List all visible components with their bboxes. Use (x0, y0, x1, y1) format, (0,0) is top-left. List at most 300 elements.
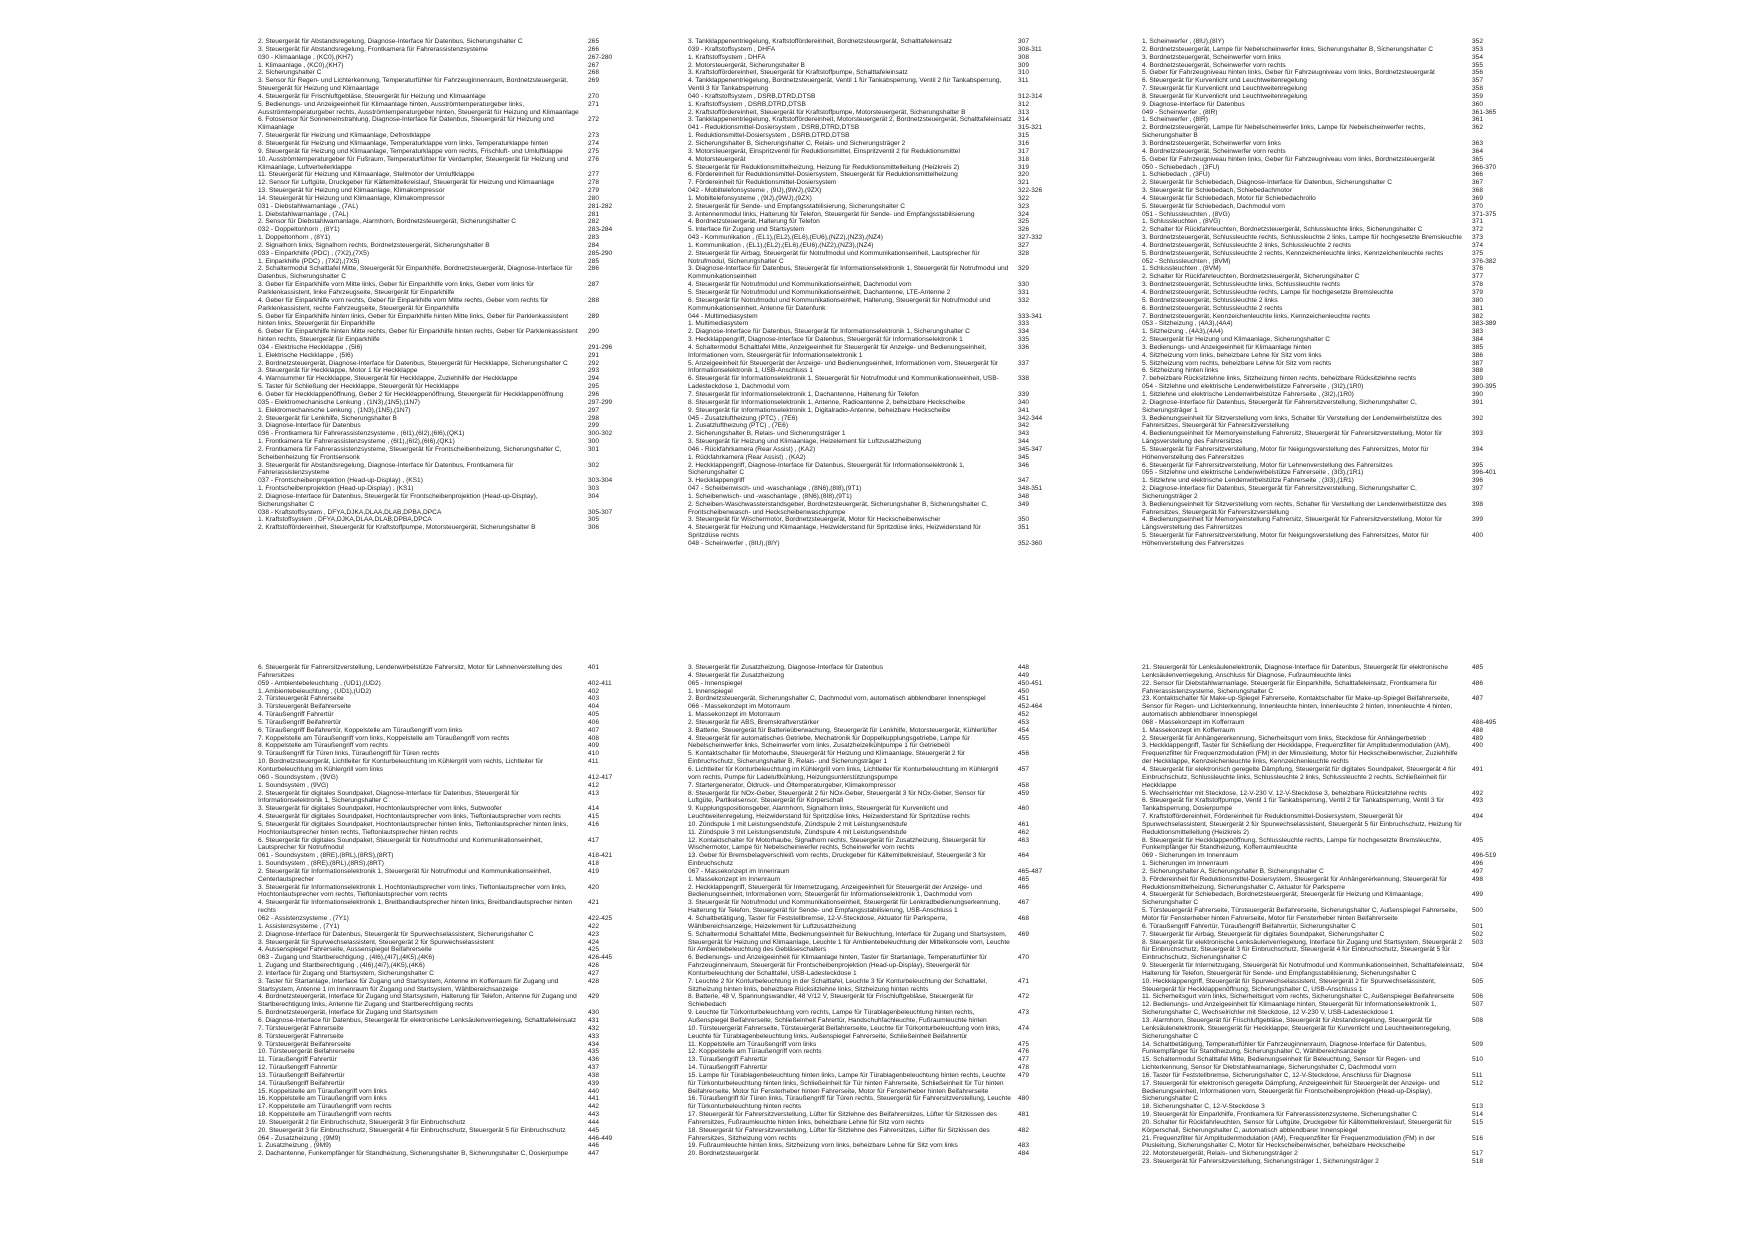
toc-entry-title: 6. Steuergerät für digitales Soundpaket, Steuergerät für Notrufmodul und Kommunikationseinheit, Lautsprecher für Notrufmodul (258, 836, 543, 852)
toc-entry-page: 291-296 (588, 343, 613, 351)
toc-entry-page: 328 (1018, 249, 1030, 257)
toc-entry-page: 419 (588, 867, 600, 875)
toc-entry-title: 2. Steuergerät für Informationselektronik 1, Steuergerät für Notrufmodul und Kommunikationseinheit, Centerlautsprecher (258, 867, 552, 883)
toc-entry-title: 2. Türsteuergerät Fahrerseite (258, 695, 344, 703)
toc-entry-page: 371 (1472, 218, 1484, 226)
toc-entry (258, 148, 642, 156)
toc-entry (258, 711, 642, 719)
toc-entry-title: 2. Motorsteuergerät, Sicherungshalter B (688, 61, 805, 69)
toc-entry (258, 1150, 642, 1158)
toc-entry (258, 664, 642, 680)
toc-entry-page: 485 (1472, 664, 1484, 671)
toc-entry-title: 9. Steuergerät für Heizung und Klimaanlage, Temperaturklappe vorn rechts, Frischluft- und Umluftklappe (258, 147, 563, 155)
toc-entry (258, 352, 642, 360)
toc-entry-page: 430 (588, 1009, 600, 1017)
toc-entry (688, 46, 1072, 54)
toc-entry-title: 2. Steuergerät für Airbag, Steuergerät für Notrufmodul und Kommunikationseinheit, Lautsprecher für Notrufmodul, Sicherungshalter C (688, 249, 980, 265)
toc-entry-page: 507 (1472, 1001, 1484, 1009)
toc-entry-title: 042 - Mobiltelefonsysteme , (9IJ),(9WJ),(9ZX) (688, 187, 822, 195)
toc-entry (1142, 923, 1526, 931)
toc-entry-page: 373 (1472, 234, 1484, 242)
toc-entry (688, 454, 1072, 462)
toc-entry-title: 6. Steuergerät für Fahrersitzverstellung, Lendenwirbelstütze Fahrersitz, Motor für Lehnenverstellung des Fahrersitzes (258, 664, 563, 679)
toc-entry-title: 10. Heckklappengriff, Steuergerät für Spurwechselassistent, Steuergerät 2 für Spurwechselassistent, Steuergerät für Heckklappenöffnung, Sicherungshalter C, USB-Anschluss 1 (1142, 977, 1436, 993)
toc-entry-title: 4. Steuergerät für automatisches Getriebe, Mechatronik für Doppelkupplungsgetriebe, Lampe für Nebelscheinwerfer links, Scheinwerfer vorn links, Zusatzheizelkühlpumpe 1 für Getriebeöl (688, 734, 970, 750)
toc-entry-title: 5. Türsteuergerät Fahrerseite, Türsteuergerät Beifahrerseite, Sicherungshalter C, Außenspiegel Fahrerseite, Motor für Fensterheber hinten Fahrerseite, Motor für Fensterheber hinten Beifahrerseite (1142, 907, 1458, 922)
toc-entry-title: 048 - Scheinwerfer , (8IU),(8IY) (688, 540, 780, 547)
toc-entry-title: 18. Steuergerät für Fahrersitzverstellung, Lüfter für Sitzlehne des Fahrersitzes, Lüfter für Sitzkissen des Fahrersitzes, Sitzheizung vorn rechts (688, 1126, 990, 1142)
toc-entry-page: 491 (1472, 765, 1484, 773)
toc-entry-title: 13. Geber für Bremsbelagverschleiß vorn rechts, Druckgeber für Kältemittelkreislauf, Steuergerät 3 für Einbruchschutz (688, 852, 986, 868)
toc-entry (1142, 1158, 1526, 1166)
toc-entry-title: 3. Tankklappenentriegelung, Kraftstoffördereinheit, Motorsteuergerät 2, Bordnetzsteuergerät, Schalttafeleinsatz (688, 116, 1012, 124)
toc-entry-title: 2. Steuergerät für Sende- und Empfangsstabilisierung, Sicherungshalter C (688, 202, 905, 210)
toc-entry (1142, 116, 1526, 124)
toc-entry-page: 355 (1472, 61, 1484, 69)
toc-entry-title: 044 - Multimediasystem (688, 312, 758, 320)
toc-entry (1142, 860, 1526, 868)
toc-entry (1142, 766, 1526, 790)
toc-entry-page: 482 (1018, 1126, 1030, 1134)
toc-entry-page: 268 (588, 69, 600, 77)
toc-entry-title: 10. Türsteuergerät Fahrerseite, Türsteuergerät Beifahrerseite, Leuchte für Türkonturbeleuchtung vorn links, Leuchte für Türablagenbeleuchtung links, Außenspiegel Fahrerseite, Schließeinheit Beifahrertür (688, 1024, 1001, 1040)
toc-entry (258, 1088, 642, 1096)
toc-entry-page: 332 (1018, 296, 1030, 304)
toc-entry-page: 412 (588, 781, 600, 789)
toc-entry-page: 297 (588, 406, 600, 414)
toc-entry (258, 328, 642, 344)
toc-entry-title: 12. Türaußengriff Fahrertür (258, 1064, 338, 1072)
toc-entry-title: 035 - Elektromechanische Lenkung , (1N3),(1N5),(1N7) (258, 398, 420, 406)
toc-entry (258, 415, 642, 423)
toc-entry (258, 703, 642, 711)
toc-entry-page: 337 (1018, 359, 1030, 367)
toc-entry-title: 8. Steuergerät für Informationselektronik 1, Antenne, Radioantenne 2, beheizbare Heckscheibe (688, 398, 966, 406)
toc-entry (688, 711, 1072, 719)
toc-entry (258, 407, 642, 415)
toc-entry-title: 8. Steuergerät für Heckklappenöffnung, Schlussleuchte rechts, Lampe für hochgesetzte Bremsleuchte, Funkempfänger für Standheizung, Kofferraumleuchte (1142, 836, 1442, 852)
toc-entry (688, 1142, 1072, 1150)
toc-entry-title: 6. Steuergerät für Kraftstoffpumpe, Ventil 1 für Tankabsperrung, Ventil 2 für Tankabsperrung, Ventil 3 für Tankabsperrung, Dosierpumpe (1142, 797, 1445, 813)
toc-entry-title: 6. Bordnetzsteuergerät, Schlussleuchte 2 rechts (1142, 304, 1283, 312)
toc-entry-title: 9. Kupplungspositionsgeber, Alarmhorn, Signalhorn links, Steuergerät für Kurvenlicht und Leuchtweitenregelung, Heizwiderstand für Spritzdüse links, Heizwiderstand für Spritzdüse rechts (688, 805, 970, 821)
toc-entry-page: 329 (1018, 265, 1030, 273)
toc-entry (258, 516, 642, 524)
toc-entry (688, 93, 1072, 101)
toc-entry (688, 164, 1072, 172)
toc-entry (1142, 352, 1526, 360)
toc-entry (258, 805, 642, 813)
toc-entry-page: 358 (1472, 85, 1484, 93)
toc-entry (258, 735, 642, 743)
toc-entry-page: 411 (588, 758, 599, 766)
toc-entry-title: 2. Steuergerät für digitales Soundpaket, Diagnose-Interface für Datenbus, Steuergerät für Informationselektronik 1, Sicherungshalter C (258, 789, 519, 805)
toc-entry (1142, 148, 1526, 156)
toc-entry (1142, 813, 1526, 837)
toc-entry (688, 399, 1072, 407)
toc-entry-page: 460 (1018, 805, 1030, 813)
toc-entry-title: 041 - Reduktionsmittel-Dosiersystem , DSRB,DTRD,DTSB (688, 124, 860, 132)
toc-entry-title: 038 - Kraftstoffsystem , DFYA,DJKA,DLAA,DLAB,DPBA,DPCA (258, 508, 442, 516)
toc-entry (1142, 305, 1526, 313)
toc-entry-title: 15. Koppelstelle am Türaußengriff vorn links (258, 1087, 387, 1095)
toc-entry (688, 688, 1072, 696)
toc-entry-page: 462 (1018, 828, 1030, 836)
toc-entry (258, 1142, 642, 1150)
toc-entry-page: 446 (588, 1142, 600, 1150)
toc-entry-page: 502 (1472, 930, 1484, 938)
toc-entry (258, 242, 642, 250)
toc-entry-title: 6. Geber für Einparkhilfe hinten Mitte rechts, Geber für Einparkhilfe hinten rechts, Geber für Parklenkassistent hinten rechts, Steuergerät für Einparkhilfe (258, 328, 578, 344)
toc-entry (688, 446, 1072, 454)
toc-entry-title: 6. Sitzheizung hinten links (1142, 367, 1219, 375)
toc-entry-title: 2. Steuergerät für Schiebedach, Diagnose-Interface für Datenbus, Sicherungshalter C (1142, 179, 1392, 187)
toc-entry (1142, 344, 1526, 352)
toc-entry-page: 361 (1472, 116, 1484, 124)
toc-entry-title: 6. Steuergerät für Notrufmodul und Kommunikationseinheit, Halterung, Steuergerät für Notrufmodul und Kommunikationseinheit, Antenne für Datenfunk (688, 296, 991, 312)
toc-entry-title: 13. Steuergerät für Heizung und Klimaanlage, Klimakompressor (258, 187, 445, 195)
toc-entry-page: 498 (1472, 875, 1484, 883)
toc-entry (688, 101, 1072, 109)
toc-entry-page: 506 (1472, 993, 1484, 1001)
toc-entry-title: 5. Bordnetzsteuergerät, Schlussleuchte 2 links (1142, 296, 1278, 304)
toc-entry-title: 046 - Rückfahrkamera (Rear Assist) , (KA2) (688, 445, 816, 453)
toc-entry-title: 7. Bordnetzsteuergerät, Kennzeichenleuchte links, Kennzeichenleuchte rechts (1142, 312, 1370, 320)
toc-entry (1142, 868, 1526, 876)
toc-entry (258, 54, 642, 62)
toc-entry (1142, 446, 1526, 462)
toc-entry-title: 3. Steuergerät für Spurwechselassistent, Steuergerät 2 für Spurwechselassistent (258, 938, 494, 946)
toc-entry-title: 2. Bordnetzsteuergerät, Diagnose-Interface für Datenbus, Steuergerät für Heckklappe, Sicherungshalter C (258, 359, 568, 367)
toc-entry (1142, 742, 1526, 766)
toc-entry-page: 476 (1018, 1048, 1030, 1056)
toc-entry-page: 308-311 (1018, 45, 1042, 53)
toc-entry (258, 1056, 642, 1064)
toc-entry-title: 5. Wechselrichter mit Steckdose, 12-V-230 V, 12-V-Steckdose 3, beheizbare Rücksitzlehne rechts (1142, 789, 1427, 797)
toc-entry-title: 1. Assistenzsysteme , (7Y1) (258, 922, 340, 930)
toc-entry-title: 4. Steuergerät für Notrufmodul und Kommunikationseinheit, Dachmodul vorn (688, 281, 912, 289)
toc-entry-page: 503 (1472, 938, 1484, 946)
toc-entry (1142, 415, 1526, 431)
toc-entry-title: 5. Sitzheizung vorn rechts, beheizbare Lehne für Sitz vorn rechts (1142, 359, 1332, 367)
toc-entry-title: 1. Reduktionsmittel-Dosiersystem , DSRB,DTRD,DTSB (688, 132, 850, 140)
toc-entry-page: 281 (588, 210, 600, 218)
toc-entry-page: 426 (588, 962, 600, 970)
toc-entry-title: 3. Türsteuergerät Beifahrerseite (258, 703, 351, 711)
toc-entry-title: 1. Massekonzept im Innenraum (688, 875, 780, 883)
toc-entry (688, 171, 1072, 179)
toc-entry-title: 7. Steuergerät für Heizung und Klimaanlage, Defrostklappe (258, 132, 431, 140)
toc-entry-page: 333 (1018, 320, 1030, 328)
toc-entry (688, 884, 1072, 900)
toc-entry-title: 8. Türsteuergerät Fahrerseite (258, 1032, 344, 1040)
toc-entry-page: 450-451 (1018, 679, 1043, 687)
toc-entry-title: 1. Zusatzheizung , (9M9) (258, 1142, 331, 1150)
toc-entry-page: 477 (1018, 1056, 1030, 1064)
toc-entry-page: 488-495 (1472, 718, 1497, 726)
toc-entry (1142, 226, 1526, 234)
toc-entry-page: 368 (1472, 187, 1484, 195)
toc-entry (688, 69, 1072, 77)
toc-entry-page: 342-344 (1018, 414, 1043, 422)
toc-entry-page: 496 (1472, 860, 1484, 868)
toc-entry (258, 462, 642, 478)
toc-entry-title: 1. Frontkamera für Fahrerassistenzsysteme , (6I1),(6I2),(6I6),(QK1) (258, 438, 455, 446)
toc-entry-page: 511 (1472, 1071, 1483, 1079)
toc-entry-title: 039 - Kraftstoffsystem , DHFA (688, 45, 776, 53)
toc-entry-page: 298 (588, 414, 600, 422)
toc-entry (688, 430, 1072, 438)
toc-entry-page: 435 (588, 1048, 600, 1056)
toc-entry-page: 404 (588, 703, 600, 711)
toc-entry-title: 2. Dachantenne, Funkempfänger für Standheizung, Sicherungshalter B, Sicherungshalter C, Dosierpumpe (258, 1150, 569, 1158)
toc-entry (258, 884, 642, 900)
toc-entry-title: 20. Steuergerät 3 für Einbruchschutz, Steuergerät 4 für Einbruchschutz, Steuergerät 5 für Einbruchschutz (258, 1126, 566, 1134)
toc-entry (258, 790, 642, 806)
toc-entry-title: 3. Bedienungseinheit für Sitzverstellung vorn links, Schalter für Verstellung der Lendenwirbelstütze des Fahrersitzes, Steuergerät für Fahrersitzverstellung (1142, 414, 1442, 430)
toc-entry-page: 350 (1018, 516, 1030, 524)
toc-entry (1142, 38, 1526, 46)
toc-entry (688, 462, 1072, 478)
toc-entry-page: 325 (1018, 218, 1030, 226)
toc-entry (688, 978, 1072, 994)
toc-entry (688, 407, 1072, 415)
toc-entry (1142, 218, 1526, 226)
toc-entry-page: 486 (1472, 679, 1484, 687)
toc-entry-title: 047 - Scheibenwisch- und -waschanlage , (8N6),(8I8),(9T1) (688, 485, 862, 493)
toc-entry-page: 478 (1018, 1064, 1030, 1072)
toc-entry-page: 265 (588, 38, 600, 45)
toc-entry-page: 313 (1018, 108, 1030, 116)
toc-entry (688, 116, 1072, 124)
toc-entry-title: 8. Steuergerät für NOx-Geber, Steuergerät 2 für NOx-Geber, Steuergerät 3 für NOx-Geber, Sensor für Luftgüte, Partikelsensor, Steuergerät für Körperschall (688, 789, 986, 805)
toc-entry-title: 1. Zugang und Startberechtigung , (4I6),(4I7),(4K5),(4K6) (258, 962, 425, 970)
toc-entry-title: 3. Bedienungseinheit für Sitzverstellung vorn rechts, Schalter für Verstellung der Lendenwirbelstütze des Fahrersitzes, Steuergerät für Fahrersitzverstellung (1142, 500, 1447, 516)
toc-entry (258, 446, 642, 462)
toc-entry (688, 281, 1072, 289)
toc-entry (258, 477, 642, 485)
toc-entry (688, 109, 1072, 117)
toc-entry-title: 2. Sicherungshalter A, Sicherungshalter B, Sicherungshalter C (1142, 867, 1324, 875)
toc-entry-page: 389 (1472, 375, 1484, 383)
toc-entry (1142, 790, 1526, 798)
toc-entry-title: 2. Bordnetzsteuergerät, Lampe für Nebelscheinwerfer links, Lampe für Nebelscheinwerfer rechts, Sicherungshalter B (1142, 124, 1426, 140)
toc-entry (258, 774, 642, 782)
toc-entry-title: 12. Sensor für Luftgüte, Druckgeber für Kältemittelkreislauf, Steuergerät für Heizung und Klimaanlage (258, 179, 555, 187)
toc-entry (688, 695, 1072, 703)
toc-entry (1142, 85, 1526, 93)
toc-entry-title: 1. Klimaanlage , (KC0),(KH7) (258, 61, 344, 69)
toc-entry (258, 962, 642, 970)
toc-entry-page: 407 (588, 726, 600, 734)
toc-entry (1142, 77, 1526, 85)
toc-entry-page: 480 (1018, 1095, 1030, 1103)
toc-entry (688, 1025, 1072, 1041)
toc-entry (258, 211, 642, 219)
toc-entry-page: 496-519 (1472, 852, 1497, 860)
toc-entry-title: 9. Diagnose-Interface für Datenbus (1142, 100, 1245, 108)
toc-entry-page: 366-370 (1472, 163, 1497, 171)
toc-entry-title: 1. Kommunikation , (EL1),(EL2),(EL6),(EU6),(NZ2),(NZ3),(NZ4) (688, 241, 874, 249)
toc-entry (688, 132, 1072, 140)
toc-entry-page: 495 (1472, 836, 1484, 844)
toc-entry (258, 156, 642, 172)
toc-entry (258, 422, 642, 430)
toc-entry-page: 466 (1018, 883, 1030, 891)
toc-entry (688, 719, 1072, 727)
toc-entry-page: 287 (588, 281, 600, 289)
toc-entry-title: 8. Steuergerät für elektronische Lenksäulenverriegelung, Interface für Zugang und Startsystem, Steuergerät 2 für Einbruchschutz, Steuergerät 3 für Einbruchschutz, Steuergerät 4 für Einbruchschutz, Steuergerät 5 für Einbruchschutz, Sicherungshalter C (1142, 938, 1462, 962)
toc-entry-page: 410 (588, 750, 600, 758)
toc-entry-page: 456 (1018, 750, 1030, 758)
toc-entry-page: 414 (588, 805, 600, 813)
toc-entry-title: 5. Geber für Fahrzeugniveau hinten links, Geber für Fahrzeugniveau vorn links, Bordnetzsteuergerät (1142, 69, 1435, 77)
toc-entry (1142, 719, 1526, 727)
toc-entry-title: 23. Kontaktschalter für Make-up-Spiegel Fahrerseite, Kontaktschalter für Make-up-Spiegel Beifahrerseite, Sensor für Regen- und Lichterkennung, Innenleuchte hinten, Innenleuchte 2 hinten, Innenleuchte 4 hinten, automatisch abblendbarer Innenspiegel (1142, 695, 1453, 719)
toc-entry (258, 375, 642, 383)
toc-entry-title: 4. Bedienungseinheit für Memoryeinstellung Fahrersitz, Steuergerät für Fahrersitzverstellung, Motor für Längsverstellung des Fahrersitzes (1142, 430, 1443, 446)
toc-entry-title: 8. Batterie, 48 V, Spannungswandler, 48 V/12 V, Steuergerät für Frischluftgebläse, Steuergerät für Schiebedach (688, 993, 974, 1009)
toc-entry-title: 5. Interface für Zugang und Startsystem (688, 226, 805, 234)
toc-entry-title: 1. Schlussleuchten , (8VM) (1142, 265, 1221, 273)
toc-entry (1142, 203, 1526, 211)
toc-entry-page: 497 (1472, 867, 1484, 875)
toc-entry (258, 250, 642, 258)
toc-entry-title: 23. Steuergerät für Fahrersitzverstellung, Sicherungsträger 1, Sicherungsträger 2 (1142, 1158, 1379, 1166)
toc-entry-page: 318 (1018, 155, 1030, 163)
toc-entry (258, 132, 642, 140)
toc-entry (688, 313, 1072, 321)
toc-entry-title: 15. Schaltermodul Schalttafel Mitte, Bedienungseinheit für Beleuchtung, Sensor für Regen- und Lichterkennung, Sensor für Diebstahlwarnanlage, Sicherungshalter C, Dachmodul vorn (1142, 1056, 1421, 1072)
toc-entry-page: 413 (588, 789, 600, 797)
toc-entry (1142, 1072, 1526, 1080)
toc-entry-page: 501 (1472, 922, 1484, 930)
toc-entry (688, 672, 1072, 680)
toc-entry-page: 420 (588, 883, 600, 891)
toc-entry (258, 680, 642, 688)
toc-entry-page: 433 (588, 1032, 600, 1040)
toc-entry-title: 13. Alarmhorn, Steuergerät für Frischluftgebläse, Steuergerät für Abstandsregelung, Steuergerät für Lenksäulenelektronik, Steuergerät für Heckklappe, Steuergerät für Kurvenlicht und Leuchtweitenregelung, Sicherungshalter C (1142, 1016, 1451, 1040)
toc-entry (258, 931, 642, 939)
toc-entry-title: 2. Bordnetzsteuergerät, Sicherungshalter C, Dachmodul vorn, automatisch abblendbarer Innenspiegel (688, 695, 986, 703)
toc-entry (688, 375, 1072, 391)
toc-entry-title: 054 - Sitzlehne und elektrische Lendenwirbelstütze Fahrerseite , (3I2),(1R0) (1142, 383, 1364, 391)
toc-entry-title: 2. Heckklappengriff, Steuergerät für Internetzugang, Anzeigeeinheit für Steuergerät der Anzeige- und Bedienungseinheit, Informationen vorn, Steuergerät für Informationselektronik 1, Dachmodul vorn (688, 883, 982, 899)
toc-entry-page: 422 (588, 922, 600, 930)
toc-entry (258, 93, 642, 101)
toc-entry (1142, 978, 1526, 994)
toc-entry-page: 494 (1472, 813, 1484, 821)
toc-entry-title: 3. Diagnose-Interface für Datenbus, Steuergerät für Informationselektronik 1, Steuergerät für Notrufmodul und Kommunikationseinheit (688, 265, 1009, 281)
toc-entry-page: 279 (588, 187, 600, 195)
toc-entry (1142, 664, 1526, 680)
toc-entry-title: 4. Motorsteuergerät (688, 155, 746, 163)
toc-entry-page: 283-284 (588, 226, 613, 234)
toc-entry-title: 1. Doppeltonhorn , (8Y1) (258, 234, 331, 242)
toc-entry-title: 6. Diagnose-Interface für Datenbus, Steuergerät für elektronische Lenksäulenverriegelung, Schalttafeleinsatz (258, 1016, 577, 1024)
toc-entry-page: 458 (1018, 781, 1030, 789)
toc-entry (688, 516, 1072, 524)
toc-entry-page: 348-351 (1018, 485, 1043, 493)
toc-entry-title: 11. Sicherheitsgurt vorn links, Sicherheitsgurt vorn rechts, Sicherungshalter C, Außenspiegel Beifahrerseite (1142, 993, 1455, 1001)
toc-column-top-middle (688, 38, 1072, 548)
toc-entry-page: 323 (1018, 202, 1030, 210)
toc-entry-page: 322-326 (1018, 187, 1043, 195)
toc-entry (258, 915, 642, 923)
toc-entry (258, 140, 642, 148)
toc-entry-page: 304 (588, 492, 600, 500)
toc-entry-page: 398 (1472, 500, 1484, 508)
toc-entry-title: 2. Schalter für Rückfahrleuchten, Bordnetzsteuergerät, Sicherungshalter C (1142, 273, 1360, 281)
toc-entry-title: 13. Türaußengriff Fahrertür (688, 1056, 768, 1064)
toc-entry-title: 3. Steuergerät für Heizung und Klimaanlage, Heizelement für Luftzusatzheizung (688, 438, 922, 446)
toc-entry (688, 62, 1072, 70)
toc-entry (1142, 852, 1526, 860)
toc-entry (258, 1111, 642, 1119)
toc-entry (258, 493, 642, 509)
toc-entry-title: 055 - Sitzlehne und elektrische Lendenwirbelstütze Fahrerseite , (3I3),(1R1) (1142, 469, 1364, 477)
toc-entry-title: 043 - Kommunikation , (EL1),(EL2),(EL6),(EU6),(NZ2),(NZ3),(NZ4) (688, 234, 883, 242)
toc-entry-title: 5. Steuergerät für Fahrersitzverstellung, Motor für Neigungsverstellung des Fahrersitzes, Motor für Höhenverstellung des Fahrersitzes (1142, 445, 1429, 461)
toc-entry-title: 3. Diagnose-Interface für Datenbus (258, 422, 361, 430)
toc-entry-page: 391 (1472, 398, 1484, 406)
toc-entry-title: 2. Sensor für Diebstahlwarnanlage, Alarmhorn, Bordnetzsteuergerät, Sicherungshalter C (258, 218, 517, 226)
toc-entry-title: 18. Sicherungshalter C, 12-V-Steckdose 3 (1142, 1103, 1265, 1111)
toc-entry (688, 140, 1072, 148)
toc-entry-title: 5. Kontaktschalter für Motorhaube, Steuergerät für Heizung und Klimaanlage, Steuergerät 2 für Einbruchschutz, Sicherungshalter B, Relais- und Sicherungsträger 1 (688, 750, 966, 766)
toc-entry-page: 423 (588, 930, 600, 938)
toc-entry (258, 69, 642, 77)
toc-entry-page: 315 (1018, 132, 1030, 140)
toc-entry-title: 6. Türaußengriff Fahrertür, Türaußengriff Beifahrertür, Sicherungshalter C (1142, 922, 1356, 930)
toc-entry (1142, 195, 1526, 203)
toc-entry (258, 226, 642, 234)
toc-entry-title: 1. Schiebedach , (3FU) (1142, 171, 1210, 179)
toc-entry-page: 276 (588, 155, 600, 163)
toc-entry-page: 438 (588, 1071, 600, 1079)
toc-entry-title: 7. Koppelstelle am Türaußengriff vorn links, Koppelstelle am Türaußengriff vorn rechts (258, 734, 510, 742)
toc-entry-page: 465-487 (1018, 867, 1043, 875)
toc-entry (258, 1064, 642, 1072)
toc-entry-title: 1. Sicherungen im Innenraum (1142, 860, 1229, 868)
toc-entry (688, 524, 1072, 540)
toc-entry (258, 1033, 642, 1041)
toc-entry-page: 277 (588, 171, 600, 179)
toc-entry-title: 3. Steuergerät für Informationselektronik 1, Hochtonlautsprecher vorn links, Tieftonlautsprecher vorn links, Hochtonlautsprecher vorn rechts, Tieftonlautsprecher vorn rechts (258, 883, 567, 899)
toc-entry-page: 504 (1472, 962, 1484, 970)
toc-entry-title: 5. Geber für Fahrzeugniveau hinten links, Geber für Fahrzeugniveau vorn links, Bordnetzsteuergerät (1142, 155, 1435, 163)
toc-entry-title: 2. Heckklappengriff, Diagnose-Interface für Datenbus, Steuergerät für Informationselektronik 1, Sicherungshalter C (688, 461, 965, 477)
toc-entry (258, 258, 642, 266)
toc-entry-page: 425 (588, 946, 600, 954)
toc-entry (258, 367, 642, 375)
toc-entry (688, 336, 1072, 344)
toc-entry-page: 281-282 (588, 202, 613, 210)
toc-entry-title: 16. Taster für Feststellbremse, Sicherungshalter C, 12-V-Steckdose, Anschluss für Diagnose (1142, 1071, 1412, 1079)
toc-entry-page: 297-299 (588, 398, 613, 406)
toc-entry (1142, 179, 1526, 187)
toc-entry-page: 381 (1472, 304, 1484, 312)
toc-entry-title: 11. Türaußengriff Fahrertür (258, 1056, 337, 1064)
toc-entry-title: 10. Bordnetzsteuergerät, Lichtleiter für Konturbeleuchtung im Kühlergrill vorn rechts, Lichtleiter für Konturbeleuchtung im Kühlergrill vorn links (258, 758, 544, 773)
toc-entry-page: 349 (1018, 500, 1030, 508)
toc-entry-title: 2. Kraftstoffördereinheit, Steuergerät für Kraftstoffpumpe, Motorsteuergerät, Sicherungshalter B (258, 524, 536, 532)
toc-entry-page: 371-375 (1472, 210, 1497, 218)
toc-entry-page: 518 (1472, 1158, 1484, 1166)
toc-entry-page: 322 (1018, 194, 1030, 202)
toc-entry (258, 852, 642, 860)
toc-entry-title: 045 - Zusatzluftheizung (PTC) , (7E6) (688, 414, 798, 422)
